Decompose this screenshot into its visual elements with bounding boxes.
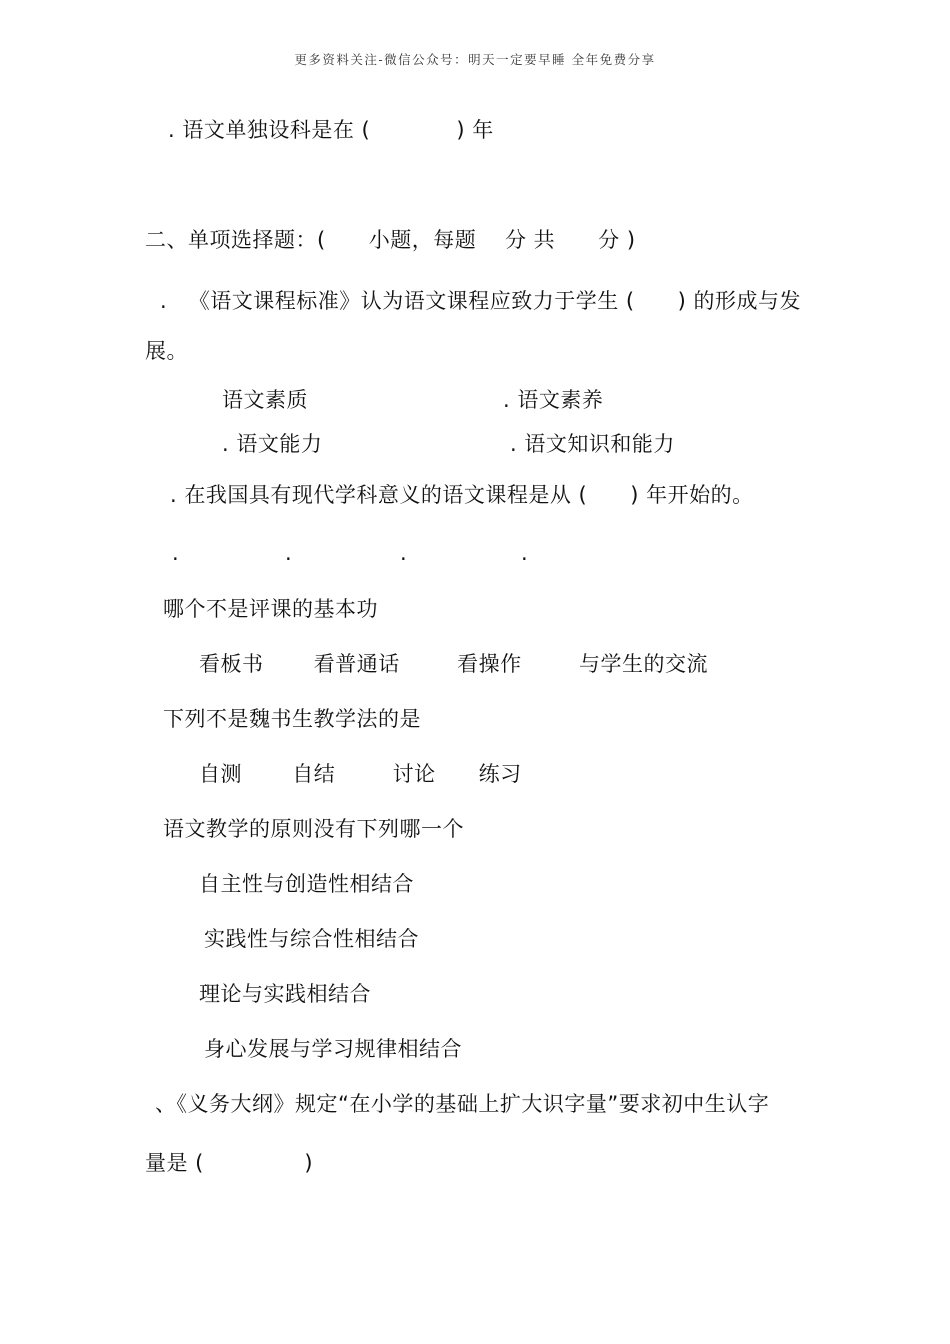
question-2-option-d: . — [521, 541, 529, 565]
page-header: 更多资料关注-微信公众号：明天一定要早睡 全年免费分享 — [294, 52, 656, 67]
question-5-stem: 语文教学的原则没有下列哪一个 — [163, 817, 464, 841]
question-4-options: 自测 自结 讨论 练习 — [199, 762, 522, 786]
question-5-option-c: 理论与实践相结合 — [199, 982, 371, 1006]
question-1-stem-continued: 展。 — [145, 339, 188, 363]
question-2-stem: . 在我国具有现代学科意义的语文课程是从 ( ) 年开始的。 — [170, 483, 754, 507]
question-5-option-d: 身心发展与学习规律相结合 — [204, 1037, 462, 1061]
question-5-option-b: 实践性与综合性相结合 — [204, 927, 419, 951]
question-2-option-c: . — [400, 541, 408, 565]
question-1-option-c: . 语文能力 — [222, 432, 323, 456]
question-3-options: 看板书 看普通话 看操作 与学生的交流 — [199, 652, 709, 676]
question-6-stem-continued: 量是 ( ) — [145, 1151, 314, 1175]
question-1-option-a: 语文素质 — [222, 388, 308, 412]
question-2-option-b: . — [285, 541, 293, 565]
question-1-stem: . 《语文课程标准》认为语文课程应致力于学生 ( ) 的形成与发 — [160, 289, 801, 313]
question-5-option-a: 自主性与创造性相结合 — [199, 872, 414, 896]
question-1-option-d: . 语文知识和能力 — [510, 432, 675, 456]
question-4-stem: 下列不是魏书生教学法的是 — [163, 707, 421, 731]
question-6-stem: 、《义务大纲》规定“在小学的基础上扩大识字量”要求初中生认字 — [155, 1092, 770, 1116]
question-3-stem: 哪个不是评课的基本功 — [163, 597, 378, 621]
question-prev: . 语文单独设科是在 ( ) 年 — [168, 118, 494, 142]
question-2-option-a: . — [172, 541, 180, 565]
question-1-option-b: . 语文素养 — [503, 388, 604, 412]
section-title: 二、单项选择题：( 小题，每题 分 共 分 ) — [145, 228, 636, 252]
